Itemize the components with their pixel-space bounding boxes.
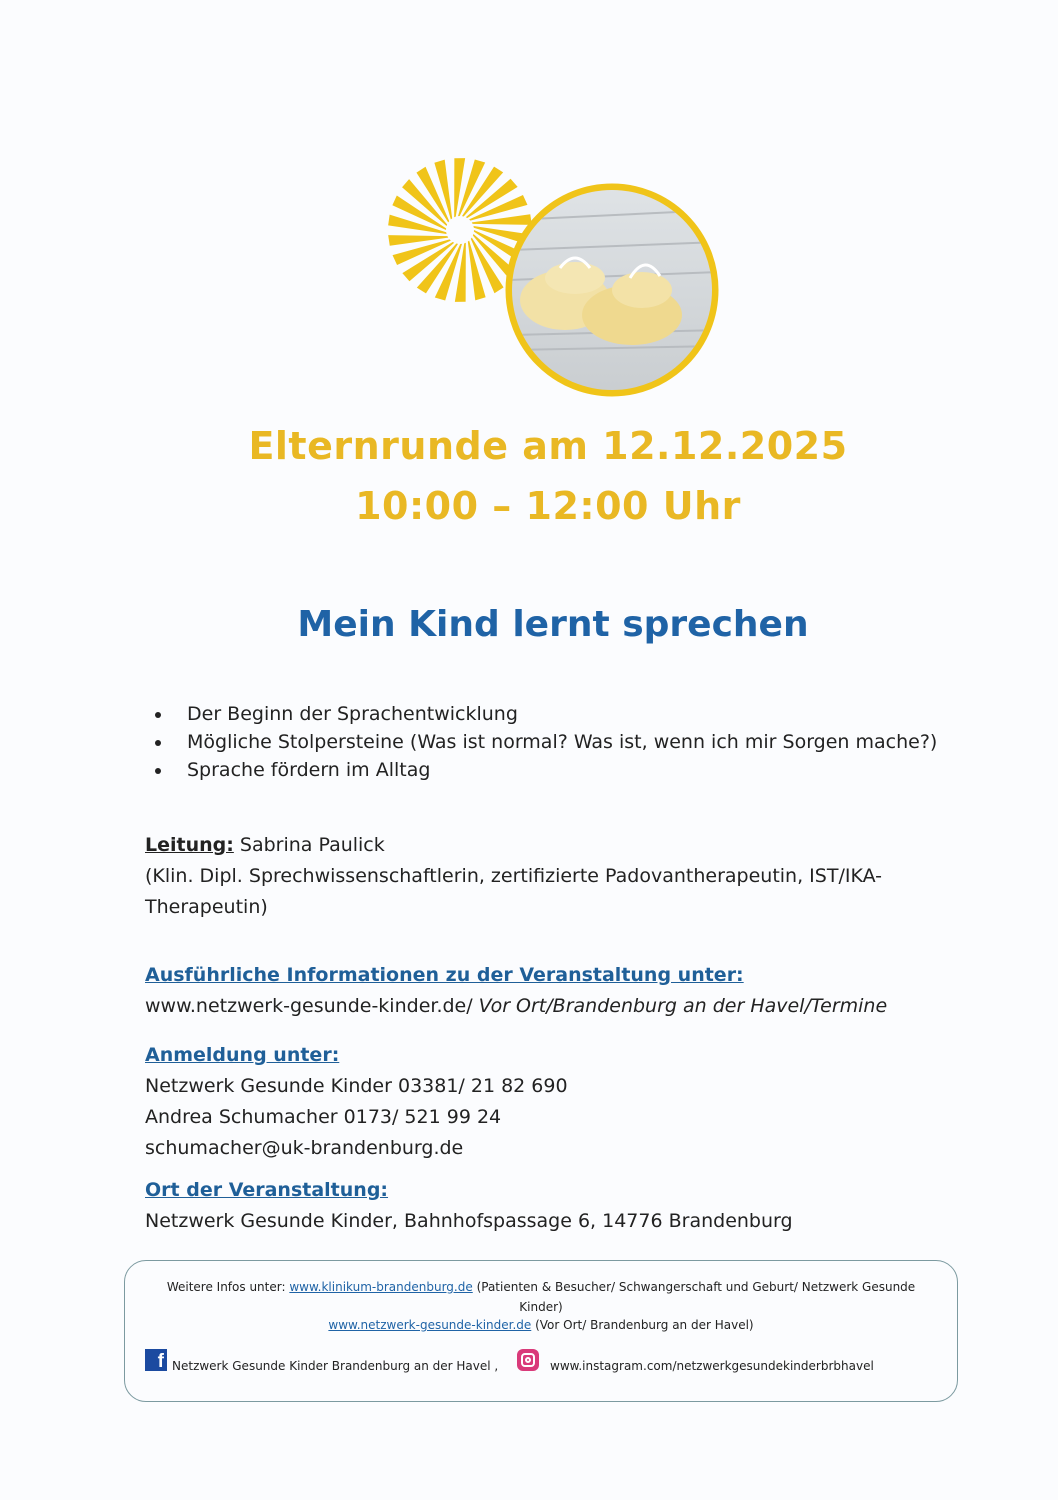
instagram-icon[interactable] <box>517 1349 539 1371</box>
leitung-label: Leitung: <box>145 834 234 856</box>
list-item: Sprache fördern im Alltag <box>150 756 937 784</box>
list-item: Der Beginn der Sprachentwicklung <box>150 700 937 728</box>
event-title: Mein Kind lernt sprechen <box>297 604 809 645</box>
anmeldung-phone-network: Netzwerk Gesunde Kinder 03381/ 21 82 690 <box>145 1075 568 1097</box>
netzwerk-link[interactable]: www.netzwerk-gesunde-kinder.de <box>328 1318 532 1332</box>
instagram-link[interactable]: www.instagram.com/netzwerkgesundekinderbrbhavel <box>550 1359 874 1373</box>
info-section <box>145 960 887 1022</box>
leitung-name: Sabrina Paulick <box>233 834 385 856</box>
anmeldung-phone-contact: Andrea Schumacher 0173/ 521 99 24 <box>145 1106 502 1128</box>
anmeldung-heading: Anmeldung unter: <box>145 1044 340 1066</box>
ort-section <box>145 1175 793 1237</box>
event-date: Elternrunde am 12.12.2025 <box>248 424 848 468</box>
topic-list <box>150 700 937 784</box>
footer-row-klinikum: Weitere Infos unter: www.klinikum-brandenburg.de (Patienten & Besucher/ Schwangerschaft und Geburt/ Netzwerk Gesunde Kinder) <box>166 1280 916 1314</box>
list-item: Mögliche Stolpersteine (Was ist normal? Was ist, wenn ich mir Sorgen mache?) <box>150 728 937 756</box>
leitung-qualification: (Klin. Dipl. Sprechwissenschaftlerin, zertifizierte Padovantherapeutin, IST/IKA- <box>145 865 883 887</box>
ort-heading: Ort der Veranstaltung: <box>145 1179 389 1201</box>
bullet-icon <box>155 712 161 718</box>
ort-address: Netzwerk Gesunde Kinder, Bahnhofspassage 6, 14776 Brandenburg <box>145 1210 793 1232</box>
footer-row-netzwerk: www.netzwerk-gesunde-kinder.de (Vor Ort/ Brandenburg an der Havel) <box>328 1318 754 1332</box>
facebook-icon[interactable]: f <box>145 1349 167 1371</box>
anmeldung-section <box>145 1040 568 1164</box>
info-url[interactable]: www.netzwerk-gesunde-kinder.de/ <box>145 995 473 1017</box>
event-logo <box>380 150 725 400</box>
bullet-icon <box>155 768 161 774</box>
bullet-icon <box>155 740 161 746</box>
info-path: Vor Ort/Brandenburg an der Havel/Termine <box>472 995 888 1017</box>
facebook-text[interactable]: Netzwerk Gesunde Kinder Brandenburg an der Havel , <box>172 1359 499 1373</box>
social-row <box>145 1349 945 1379</box>
klinikum-link[interactable]: www.klinikum-brandenburg.de <box>289 1280 473 1294</box>
info-heading: Ausführliche Informationen zu der Veranstaltung unter: <box>145 964 744 986</box>
leitung-section <box>145 830 905 923</box>
anmeldung-email[interactable]: schumacher@uk-brandenburg.de <box>145 1137 464 1159</box>
leitung-qualification-cont: Therapeutin) <box>145 896 268 918</box>
footer-info-box <box>124 1260 958 1402</box>
event-time: 10:00 – 12:00 Uhr <box>355 484 741 528</box>
